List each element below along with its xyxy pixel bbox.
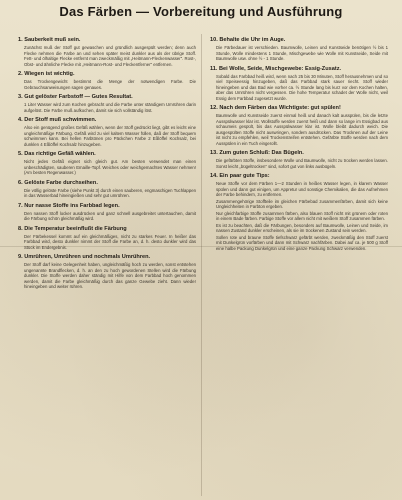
section-paragraph: Der Stoff darf keine Gelegenheit haben, ungleichmäßig hoch zu werden, sonst entstehen ungenannte Brandflecken, d. h. an den zu hoch gewordenen Stellen wird die Färbung dunkler. Die Stoffe werden daher ständig mit Hilfe von dem Farbbad hoch genommen werden, damit die Farbe gleichmäßig durch das ganze Gewebe zieht. Dann wieder hineingeben und weiter rühren. — [24, 262, 196, 289]
section-body — [18, 79, 196, 90]
section-heading: 11. Bei Wolle, Seide, Mischgewebe: Essig-Zusatz. — [210, 65, 342, 72]
section-paragraph: Es ist zu beachten, daß die Färbungen, besonders auf Baumwolle, Leinen und Seide, im nassen Zustand dunkler erscheinen, als sie im trockenen Zustand sein werden. — [216, 222, 388, 233]
instruction-section — [18, 203, 196, 222]
section-paragraph: 1 Liter Wasser wird zum Kochen gebracht und die Farbe unter ständigem Umrühren darin aufgelöst. Die Farbe muß aufkochen, damit sie sich vollständig löst. — [24, 102, 196, 113]
right-column — [210, 37, 388, 255]
instruction-section — [18, 71, 196, 90]
fold-line-vertical — [201, 34, 202, 496]
section-paragraph: Zunächst muß der Stoff gut gewaschen und gründlich ausgespült werden; denn auch Flecke nehmen die Farbe an und sehen später meist dunkler aus als der übrige Stoff. Fett- und ölhaltige Flecke entfernt man zweckmäßig mit „Heitmann-Fleckenwasser“. Rost-, Obst- und ähnliche Flecke mit „Heitmann-Rost- und Fleckentferner“ entfernen. — [24, 45, 196, 67]
section-body — [18, 188, 196, 199]
section-body — [18, 45, 196, 67]
section-heading: 13. Zum guten Schluß: Das Bügeln. — [210, 150, 304, 156]
section-heading: 7. Nur nasse Stoffe ins Farbbad legen. — [18, 202, 120, 209]
instruction-section — [18, 117, 196, 147]
instruction-section — [18, 151, 196, 176]
section-heading: 1. Sauberkeit muß sein. — [18, 37, 81, 43]
section-body — [18, 159, 196, 176]
instruction-section — [18, 254, 196, 290]
section-heading: 10. Behalte die Uhr im Auge. — [210, 37, 286, 43]
section-paragraph: Die Färbedauer ist verschieden. Baumwolle, Leinen und Kunstseide benötigen ½ bis 1 Stunde, Wolle mindestens 1 Stunde, Mischgewebe wie Wolle mit Kunstseide, Seide mit Baumwolle usw. ohne ½ - 1 Stunde. — [216, 45, 388, 61]
instruction-section — [210, 37, 388, 62]
section-heading: 14. Ein paar gute Tips: — [210, 173, 270, 179]
section-heading: 2. Wiegen ist wichtig. — [18, 71, 75, 77]
section-body — [210, 113, 388, 146]
section-heading: 5. Das richtige Gefäß wählen. — [18, 151, 96, 157]
section-body — [210, 74, 388, 102]
left-column — [18, 37, 196, 294]
section-heading: 8. Die Temperatur beeinflußt die Färbung — [18, 225, 127, 232]
section-body — [18, 211, 196, 222]
section-body — [18, 262, 196, 290]
instruction-section — [18, 226, 196, 251]
section-paragraph: Der Färbekessel kommt auf ein gleichmäßiges, nicht zu starkes Feuer. In heißer das Farbbad wird, desto dunkler nimmt der Stoff die Farbe an, d. h. desto dunkler wird das Stück im Endergebnis. — [24, 233, 196, 250]
section-paragraph: Den nassen Stoff locker ausdrücken und ganz schnell ausgebreitet untertauchen, damit die Färbung schön gleichmäßig wird. — [24, 210, 196, 221]
section-body — [18, 102, 196, 113]
section-heading: 4. Der Stoff muß schwimmen. — [18, 117, 97, 123]
section-paragraph: Sollen rote und braune Stoffe tiefschwarz gefärbt werden, zweckmäßig den Stoff zuerst mit Dunkelgrün vorfärben und dann mit Schwarz nachfärben. Dabei auf ca. je 500 g Stoff eine halbe Packung Dunkelgrün und eine ganze Packung Schwarz verwenden. — [216, 234, 388, 251]
section-paragraph: Die völlig gelöste Farbe (siehe Punkt 3) durch einen sauberen, engmaschigen Tuchlappen in das Wasserbad hineingießen und sehr gut umrühren. — [24, 187, 196, 198]
page-title: Das Färben — Vorbereitung und Ausführung — [59, 4, 343, 19]
section-body — [210, 181, 388, 251]
instruction-section — [18, 180, 196, 199]
section-paragraph: Nur gleichfarbige Stoffe zusammen färben, also blauen Stoff nicht mit grünem oder roten in einem Bade färben. Farbige Stoffe vor allem nicht mit weißem Stoff zusammen färben. — [216, 210, 388, 221]
instruction-section — [210, 105, 388, 146]
instruction-section — [210, 150, 388, 169]
instruction-section — [18, 94, 196, 113]
section-heading: 12. Nach dem Färben das Wichtigste: gut spülen! — [210, 105, 341, 111]
section-paragraph: Neue Stoffe vor dem Färben 1—2 Stunden in heißes Wasser legen, in klarem Wasser spülen und dann gut einigen, um Appretur und sonstige Chemikalien, die das Aufnehmen der Farbe behindern, zu entfernen. — [216, 181, 388, 197]
section-paragraph: Zusammengehörige Stoffteile im gleichen Färbebad zusammenfärben, damit sich keine Ungleichheiten in Farbton ergeben. — [216, 198, 388, 209]
section-heading: 3. Gut gelöster Farbstoff — Gutes Resultat. — [18, 94, 133, 100]
section-body — [18, 234, 196, 251]
section-paragraph: Die gefärbten Stoffe, insbesondere Wolle und Baumwolle, nicht zu trocken werden lassen. Sonst leicht „bügeltrocken“ sind, sofort gut von links ausbügeln. — [216, 158, 388, 169]
section-heading: 9. Umrühren, Umrühren und nochmals Umrühren. — [18, 254, 151, 260]
section-body — [210, 45, 388, 62]
section-body — [210, 158, 388, 169]
section-body — [18, 125, 196, 147]
section-paragraph: Also ein genügend großes Gefäß wählen, wenn der Stoff gedrückt liegt, gibt es leicht eine ungleichmäßige Färbung. Gefäß wird zu viel kaltem Wasser füllen, daß der Stoff bequem schwimmen kann. Bei hellen Farbtönen pro Päckchen Farbe 2 Eßlöffel Kochsalz, bei dunklen 4 Eßlöffel Kochsalz hinzugeben. — [24, 125, 196, 147]
instruction-section — [210, 173, 388, 251]
instruction-section — [210, 66, 388, 102]
section-paragraph: Nicht jedes Gefäß eignet sich gleich gut. Am besten verwendet man einen unbeschädigten, sauberen Emaille-Topf. Weiches oder weichgemachtes Wasser nehmen! (Am besten Regenwasser.) — [24, 159, 196, 175]
instruction-section — [18, 37, 196, 67]
section-paragraph: Das Trockengewicht bestimmt die Menge der notwendigen Farbe. Die Gebrauchsanweisungen sagen genaues. — [24, 79, 196, 90]
section-heading: 6. Gelöste Farbe durchseihen. — [18, 179, 98, 186]
section-paragraph: Sobald das Farbbad heiß wird, wenn nach 25 bis 30 Minuten, Stoff herausnehmen und so viel Speiseessig hinzugeben, daß das Farbbad stark sauer riecht. Stoff wieder hineingeben und das Bad wie vorher ca. ½ Stunde lang bis kurz vor dem Kochen halten, aber das Umrühren nicht vergessen. Die hohe Temperatur schadet der Wolle nicht, weil Essig dem Farbbad zugesetzt wurde. — [216, 73, 388, 101]
section-paragraph: Baumwolle und Kunstseide zuerst einmal heiß und danach kalt ausspülen, bis die letzte Ausspülwasser klar ist. Wollstoffe werden zuerst heiß und dann so lange im Essigbad aus schaumeis gespült, bis das Ausspülwasser klar ist. Wolle bleibt dadurch weich. Die ausgespülten Stoffe nicht auswringen, sondern ausdrücken. Das Trocknen auf der Leine ist nicht zu empfehlen, weil Trockenstreifen entstehen. Gefärbte Stoffe werden nach dem Ausspülen in ein Tuch eingerollt. — [216, 113, 388, 146]
